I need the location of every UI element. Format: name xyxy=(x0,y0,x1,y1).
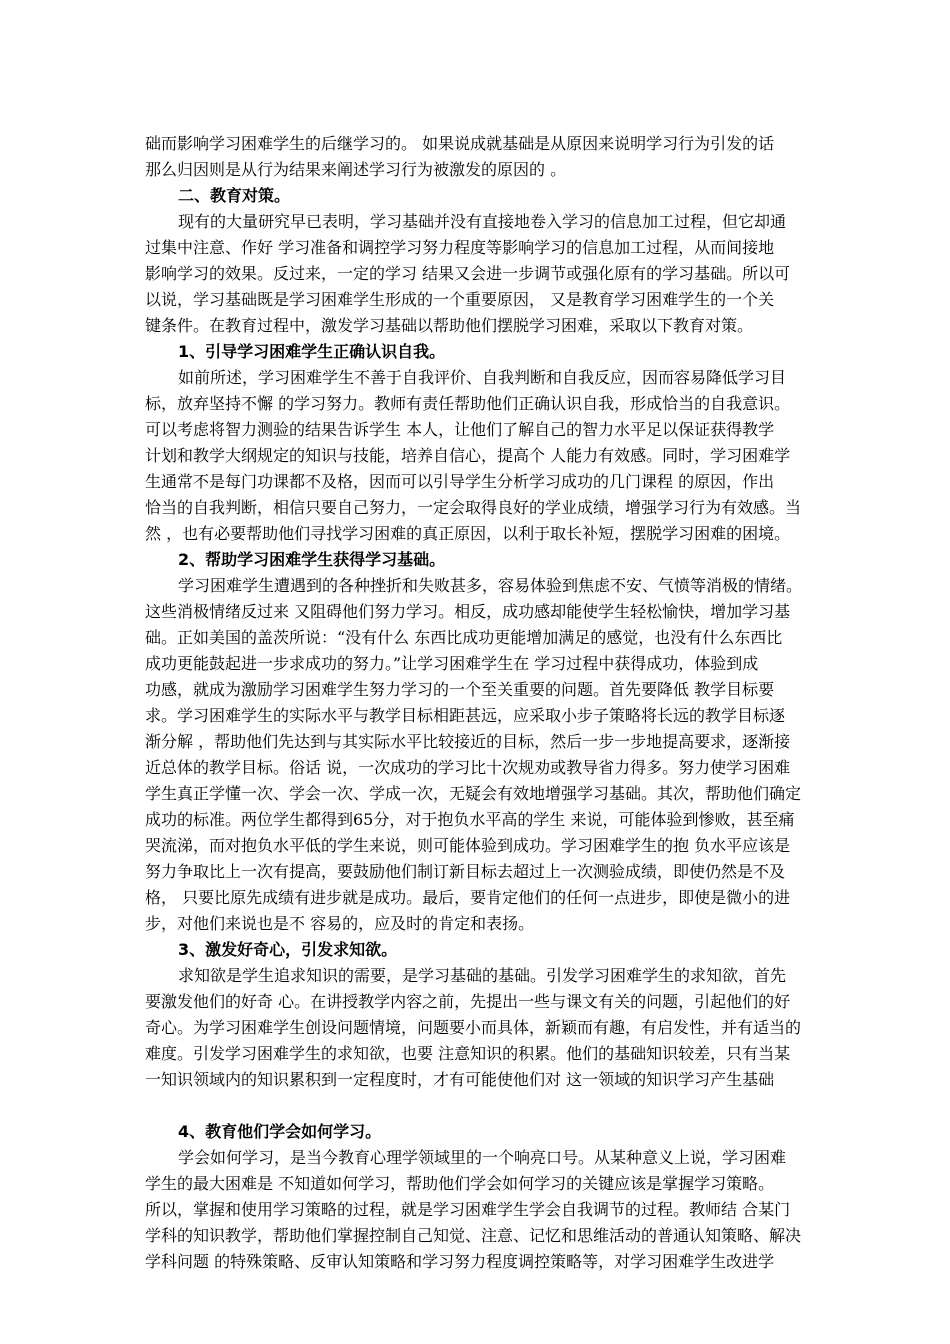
paragraph-line: 成功的标准。两位学生都得到65分，对于抱负水平高的学生 来说，可能体验到惨败，甚至痛 xyxy=(145,810,795,829)
paragraph-line: 础。正如美国的盖茨所说：“没有什么 东西比成功更能增加满足的感觉，也没有什么东西比 xyxy=(145,628,783,647)
paragraph-line: 步，对他们来说也是不 容易的，应及时的肯定和表扬。 xyxy=(145,914,535,933)
paragraph-line: 现有的大量研究早已表明，学习基础并没有直接地卷入学习的信息加工过程，但它却通 xyxy=(178,212,787,231)
paragraph-line: 所以，掌握和使用学习策略的过程，就是学习困难学生学会自我调节的过程。教师结 合某门 xyxy=(145,1200,791,1219)
paragraph-line: 键条件。在教育过程中，激发学习基础以帮助他们摆脱学习困难，采取以下教育对策。 xyxy=(145,316,754,335)
paragraph-line: 如前所述，学习困难学生不善于自我评价、自我判断和自我反应，因而容易降低学习目 xyxy=(178,368,787,387)
paragraph-line: 那么归因则是从行为结果来阐述学习行为被激发的原因的 。 xyxy=(145,160,567,179)
paragraph-line: 计划和教学大纲规定的知识与技能，培养自信心，提高个 人能力有效感。同时，学习困难学 xyxy=(145,446,791,465)
paragraph-line: 以说，学习基础既是学习困难学生形成的一个重要原因， 又是教育学习困难学生的一个关 xyxy=(145,290,775,309)
paragraph-line: 学科问题 的特殊策略、反审认知策略和学习努力程度调控策略等，对学习困难学生改进学 xyxy=(145,1252,775,1271)
paragraph-line: 学科的知识教学，帮助他们掌握控制自己知觉、注意、记忆和思维活动的普通认知策略、解决 xyxy=(145,1226,802,1245)
paragraph-line: 学生的最大困难是 不知道如何学习，帮助他们学会如何学习的关键应该是掌握学习策略。 xyxy=(145,1174,775,1193)
subsection-heading: 1、引导学习困难学生正确认识自我。 xyxy=(178,342,446,361)
paragraph-line: 然 ，也有必要帮助他们寻找学习困难的真正原因，以利于取长补短，摆脱学习困难的困境。 xyxy=(145,524,791,543)
paragraph-line: 格， 只要比原先成绩有进步就是成功。最后，要肯定他们的任何一点进步，即使是微小的进 xyxy=(145,888,791,907)
paragraph-line: 影响学习的效果。反过来，一定的学习 结果又会进一步调节或强化原有的学习基础。所以可 xyxy=(145,264,791,283)
subsection-heading: 2、帮助学习困难学生获得学习基础。 xyxy=(178,550,446,569)
paragraph-line: 学会如何学习，是当今教育心理学领域里的一个响亮口号。从某种意义上说，学习困难 xyxy=(178,1148,787,1167)
subsection-heading: 4、教育他们学会如何学习。 xyxy=(178,1122,382,1141)
paragraph-line: 成功更能鼓起进一步求成功的努力。”让学习困难学生在 学习过程中获得成功，体验到成 xyxy=(145,654,759,673)
paragraph-line: 过集中注意、作好 学习准备和调控学习努力程度等影响学习的信息加工过程，从而间接地 xyxy=(145,238,775,257)
section-heading: 二、教育对策。 xyxy=(178,186,291,205)
paragraph-line: 哭流涕，而对抱负水平低的学生来说，则可能体验到成功。学习困难学生的抱 负水平应该是 xyxy=(145,836,791,855)
paragraph-line: 恰当的自我判断，相信只要自己努力，一定会取得良好的学业成绩，增强学习行为有效感。当 xyxy=(145,498,802,517)
paragraph-line: 础而影响学习困难学生的后继学习的。 如果说成就基础是从原因来说明学习行为引发的话 xyxy=(145,134,775,153)
paragraph-line: 标，放弃坚持不懈 的学习努力。教师有责任帮助他们正确认识自我，形成恰当的自我意识。 xyxy=(145,394,791,413)
paragraph-line: 学生真正学懂一次、学会一次、学成一次，无疑会有效地增强学习基础。其次，帮助他们确定 xyxy=(145,784,802,803)
paragraph-line: 奇心。为学习困难学生创设问题情境，问题要小而具体，新颖而有趣，有启发性，并有适当的 xyxy=(145,1018,802,1037)
paragraph-line: 努力争取比上一次有提高，要鼓励他们制订新目标去超过上一次测验成绩，即使仍然是不及 xyxy=(145,862,786,881)
paragraph-line: 求知欲是学生追求知识的需要，是学习基础的基础。引发学习困难学生的求知欲，首先 xyxy=(178,966,787,985)
paragraph-line: 渐分解 ，帮助他们先达到与其实际水平比较接近的目标，然后一步一步地提高要求，逐渐接 xyxy=(145,732,791,751)
paragraph-line: 功感，就成为激励学习困难学生努力学习的一个至关重要的问题。首先要降低 教学目标要 xyxy=(145,680,775,699)
paragraph-line: 这些消极情绪反过来 又阻碍他们努力学习。相反，成功感却能使学生轻松愉快，增加学习基 xyxy=(145,602,791,621)
paragraph-line: 要激发他们的好奇 心。在讲授教学内容之前，先提出一些与课文有关的问题，引起他们的好 xyxy=(145,992,791,1011)
paragraph-line: 难度。引发学习困难学生的求知欲，也要 注意知识的积累。他们的基础知识较差，只有当某 xyxy=(145,1044,791,1063)
paragraph-line: 求。学习困难学生的实际水平与教学目标相距甚远，应采取小步子策略将长远的教学目标逐 xyxy=(145,706,786,725)
paragraph-line: 一知识领域内的知识累积到一定程度时，才有可能使他们对 这一领域的知识学习产生基础 xyxy=(145,1070,775,1089)
paragraph-line: 生通常不是每门功课都不及格，因而可以引导学生分析学习成功的几门课程 的原因，作出 xyxy=(145,472,775,491)
paragraph-line: 可以考虑将智力测验的结果告诉学生 本人，让他们了解自己的智力水平足以保证获得教学 xyxy=(145,420,775,439)
paragraph-line: 学习困难学生遭遇到的各种挫折和失败甚多，容易体验到焦虑不安、气愤等消极的情绪。 xyxy=(178,576,803,595)
paragraph-line: 近总体的教学目标。俗话 说，一次成功的学习比十次规劝或教导省力得多。努力使学习困难 xyxy=(145,758,791,777)
subsection-heading: 3、激发好奇心，引发求知欲。 xyxy=(178,940,398,959)
